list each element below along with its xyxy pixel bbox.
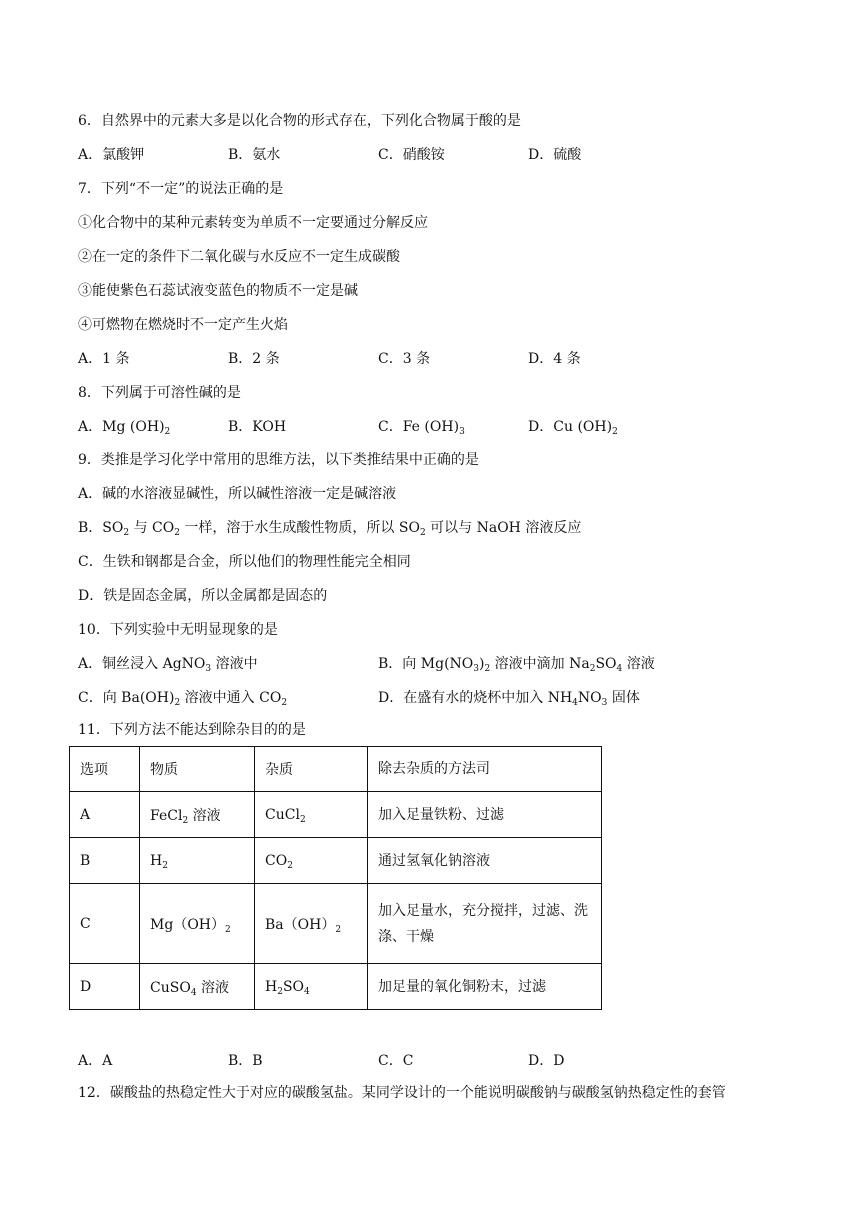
question-6-stem: 6．自然界中的元素大多是以化合物的形式存在，下列化合物属于酸的是 [78, 113, 521, 129]
table-header-cell: 选项 [70, 747, 140, 792]
question-9-option-a: A．碱的水溶液显碱性，所以碱性溶液一定是碱溶液 [78, 486, 397, 502]
question-12-stem: 12．碳酸盐的热稳定性大于对应的碳酸氢盐。某同学设计的一个能说明碳酸钠与碳酸氢钠热稳定性的套管 [78, 1085, 726, 1101]
table-header-cell: 除去杂质的方法司 [368, 747, 602, 792]
impurity-removal-table [69, 746, 602, 1010]
table-row [70, 792, 602, 838]
question-8-option-c: C．Fe $(OH)_3$ [378, 419, 465, 437]
question-7-option-d: D．4 条 [528, 351, 581, 367]
question-8-stem: 8．下列属于可溶性碱的是 [78, 385, 241, 401]
table-cell: D [70, 964, 140, 1010]
question-6-option-b: B．氨水 [228, 147, 281, 163]
question-10-stem: 10．下列实验中无明显现象的是 [78, 622, 278, 638]
table-cell: 加足量的氧化铜粉末，过滤 [368, 964, 602, 1010]
question-9-option-c: C．生铁和钢都是合金，所以他们的物理性能完全相同 [78, 554, 411, 570]
question-11-stem: 11．下列方法不能达到除杂目的的是 [78, 722, 306, 738]
question-8-option-b: B．KOH [228, 419, 287, 435]
question-7-item-4: ④可燃物在燃烧时不一定产生火焰 [78, 317, 288, 333]
table-cell: $CO_2$ [255, 838, 368, 884]
table-cell: A [70, 792, 140, 838]
table-cell: $H_2SO_4$ [255, 964, 368, 1010]
question-9-stem: 9．类推是学习化学中常用的思维方法，以下类推结果中正确的是 [78, 452, 479, 468]
question-9-option-b: B．$SO_2$ 与 $CO_2$ 一样，溶于水生成酸性物质，所以 $SO_2$ 可以与 NaOH 溶液反应 [78, 520, 582, 538]
question-10-option-c: C．向 $Ba(OH)_2$ 溶液中通入 $CO_2$ [78, 690, 288, 708]
table-cell: 通过氢氧化钠溶液 [368, 838, 602, 884]
table-cell: $Ba(OH)_2$ [255, 884, 368, 964]
question-7-option-a: A．1 条 [78, 351, 130, 367]
question-8-option-d: D．Cu $(OH)_2$ [528, 419, 618, 437]
question-8-option-a: A．Mg $(OH)_2$ [78, 419, 171, 437]
table-cell: B [70, 838, 140, 884]
table-cell: $Mg(OH)_2$ [140, 884, 255, 964]
table-cell: C [70, 884, 140, 964]
question-7-option-c: C．3 条 [378, 351, 431, 367]
table-cell: FeCl$_2$ 溶液 [140, 792, 255, 838]
question-7-item-1: ①化合物中的某种元素转变为单质不一定要通过分解反应 [78, 215, 428, 231]
table-row [70, 964, 602, 1010]
question-6-option-c: C．硝酸铵 [378, 147, 445, 163]
question-11-option-d: D．D [528, 1053, 565, 1069]
table-cell: $H_2$ [140, 838, 255, 884]
question-11-option-c: C．C [378, 1053, 414, 1069]
table-row [70, 838, 602, 884]
question-7-item-2: ②在一定的条件下二氧化碳与水反应不一定生成碳酸 [78, 249, 400, 265]
question-10-option-b: B．向 $Mg(NO_3)_2$ 溶液中滴加 $Na_2SO_4$ 溶液 [378, 656, 655, 674]
table-cell: CuCl$_2$ [255, 792, 368, 838]
table-cell: 加入足量铁粉、过滤 [368, 792, 602, 838]
table-cell: 加入足量水，充分搅拌，过滤、洗涤、干燥 [368, 884, 602, 964]
question-7-stem: 7．下列“不一定”的说法正确的是 [78, 181, 284, 197]
question-7-option-b: B．2 条 [228, 351, 280, 367]
question-7-item-3: ③能使紫色石蕊试液变蓝色的物质不一定是碱 [78, 283, 358, 299]
question-6-option-d: D．硫酸 [528, 147, 582, 163]
question-11-option-b: B．B [228, 1053, 263, 1069]
question-6-option-a: A．氯酸钾 [78, 147, 145, 163]
question-10-option-d: D．在盛有水的烧杯中加入 $NH_4NO_3$ 固体 [378, 690, 640, 708]
table-header-row [70, 747, 602, 792]
question-10-option-a: A．铜丝浸入 AgNO$_3$ 溶液中 [78, 656, 258, 674]
question-9-option-d: D．铁是固态金属，所以金属都是固态的 [78, 588, 328, 604]
table-cell: CuSO$_4$ 溶液 [140, 964, 255, 1010]
table-row [70, 884, 602, 964]
table-header-cell: 物质 [140, 747, 255, 792]
question-11-option-a: A．A [78, 1053, 113, 1069]
table-header-cell: 杂质 [255, 747, 368, 792]
